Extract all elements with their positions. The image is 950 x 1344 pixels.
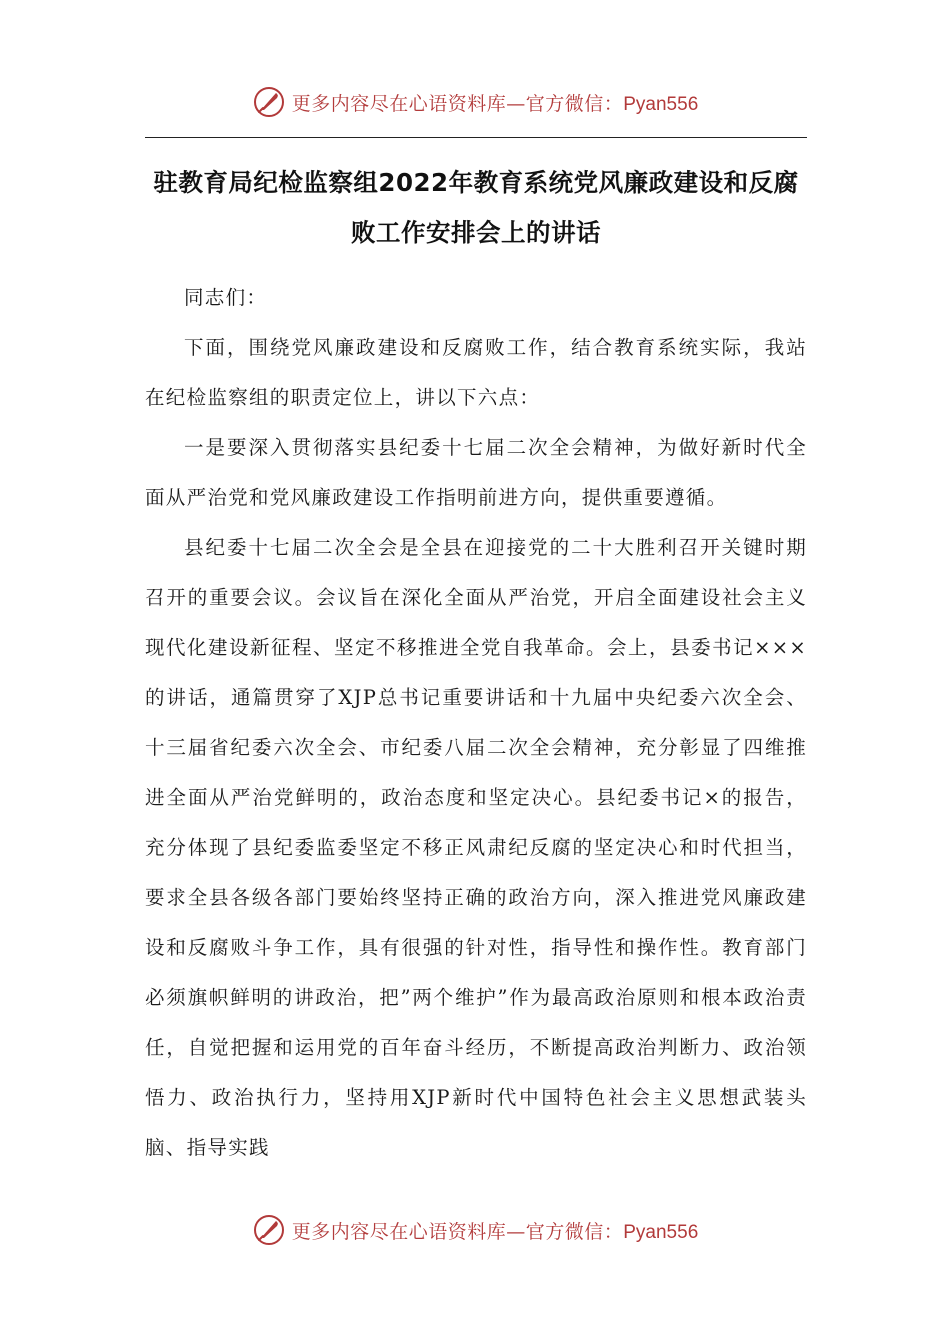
document-body [145,273,807,1173]
footer-banner [0,1208,950,1252]
paragraph-point-one-detail: 县纪委十七届二次全会是全县在迎接党的二十大胜利召开关键时期召开的重要会议。会议旨在深化全面从严治党，开启全面建设社会主义现代化建设新征程、坚定不移推进全党自我革命。会上，县委书记×××的讲话，通篇贯穿了XJP总书记重要讲话和十九届中央纪委六次全会、十三届省纪委六次全会、市纪委八届二次全会精神，充分彰显了四维推进全面从严治党鲜明的，政治态度和坚定决心。县纪委书记×的报告，充分体现了县纪委监委坚定不移正风肃纪反腐的坚定决心和时代担当，要求全县各级各部门要始终坚持正确的政治方向，深入推进党风廉政建设和反腐败斗争工作，具有很强的针对性，指导性和操作性。教育部门必须旗帜鲜明的讲政治，把”两个维护”作为最高政治原则和根本政治责任，自觉把握和运用党的百年奋斗经历，不断提高政治判断力、政治领悟力、政治执行力，坚持用XJP新时代中国特色社会主义思想武装头脑、指导实践 [145,536,807,1159]
header-banner-text: 更多内容尽在心语资料库—官方微信：Pyan556 [291,92,699,115]
quill-logo-icon [252,1213,286,1247]
document-title: 驻教育局纪检监察组2022年教育系统党风廉政建设和反腐败工作安排会上的讲话 [153,168,799,247]
paragraph-intro: 下面，围绕党风廉政建设和反腐败工作，结合教育系统实际，我站在纪检监察组的职责定位上，讲以下六点： [145,336,807,409]
paragraph-salutation: 同志们： [184,286,268,309]
paragraph-point-one: 一是要深入贯彻落实县纪委十七届二次全会精神，为做好新时代全面从严治党和党风廉政建设工作指明前进方向，提供重要遵循。 [145,436,807,509]
header-divider [145,137,807,138]
footer-wechat-handle: Pyan556 [623,1221,699,1243]
quill-logo-icon [252,85,286,119]
footer-banner-text: 更多内容尽在心语资料库—官方微信：Pyan556 [291,1220,699,1243]
header-wechat-handle: Pyan556 [623,93,699,115]
header-banner [0,80,950,124]
